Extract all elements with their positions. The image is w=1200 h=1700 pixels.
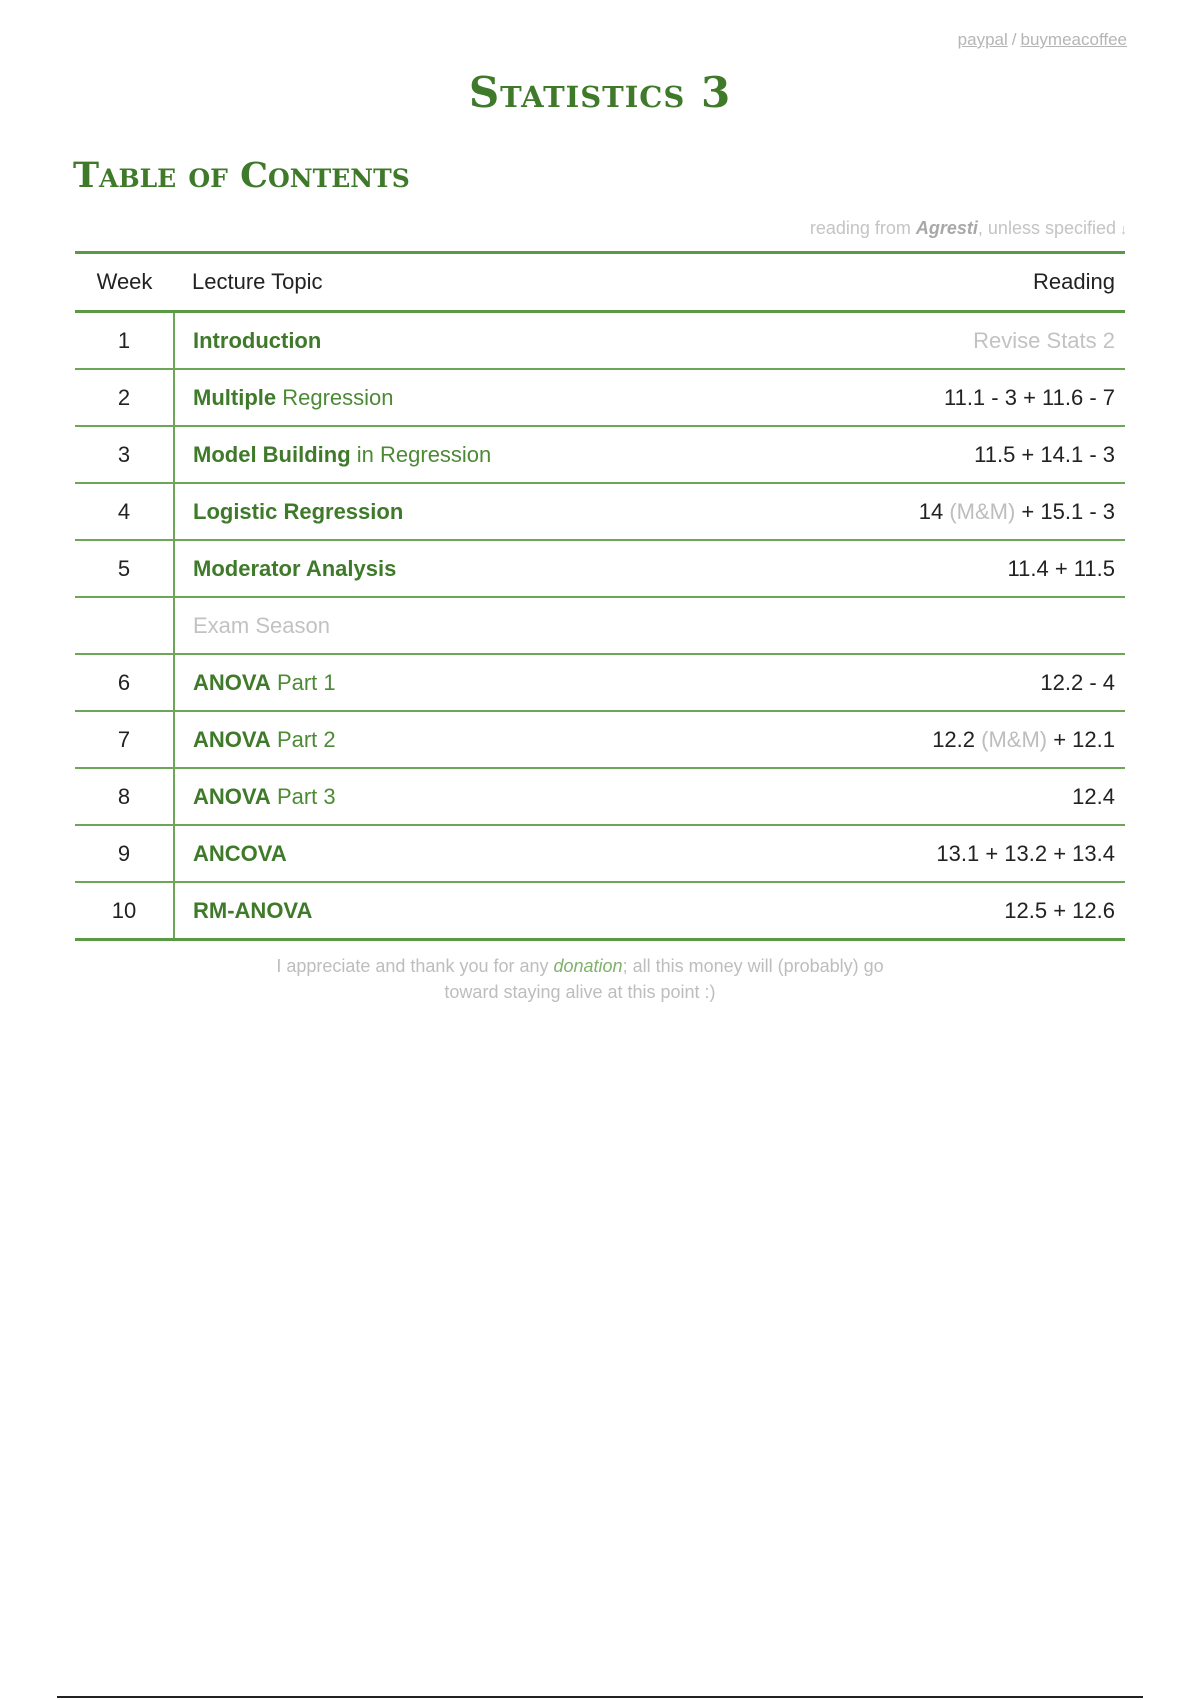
topic-bold: ANOVA	[193, 726, 271, 752]
week-cell: 6	[75, 654, 174, 711]
page-title: Statistics 3	[468, 68, 732, 117]
table-row	[75, 882, 1125, 940]
topic-bold: Model Building	[193, 441, 351, 467]
topic-bold: Logistic Regression	[193, 498, 404, 524]
topic-cell	[174, 483, 738, 540]
topic-bold: ANOVA	[193, 783, 271, 809]
topic-cell	[174, 768, 738, 825]
week-cell: 10	[75, 882, 174, 940]
table-row	[75, 711, 1125, 768]
topic-rest: in Regression	[350, 441, 492, 467]
topic-bold: ANOVA	[193, 669, 271, 695]
reading-part-b: + 15.1 - 3	[1015, 498, 1115, 524]
reading-cell: 12.4	[738, 768, 1125, 825]
topic-cell	[174, 711, 738, 768]
week-cell: 4	[75, 483, 174, 540]
link-separator: /	[1011, 30, 1017, 49]
table-row	[75, 768, 1125, 825]
table-row	[75, 312, 1125, 370]
topic-bold: RM-ANOVA	[193, 897, 313, 923]
week-cell: 7	[75, 711, 174, 768]
toc-heading: Table of Contents	[73, 155, 410, 196]
week-cell	[75, 597, 174, 654]
topic-bold: Moderator Analysis	[193, 555, 397, 581]
reading-cell	[738, 483, 1125, 540]
table-row	[75, 654, 1125, 711]
reading-cell: Revise Stats 2	[973, 327, 1115, 353]
topic-cell	[174, 825, 738, 882]
reading-cell	[738, 597, 1125, 654]
topic-bold: ANCOVA	[193, 840, 287, 866]
reading-note-suffix: , unless specified	[977, 218, 1116, 238]
topic-cell	[174, 369, 738, 426]
reading-cell: 13.1 + 13.2 + 13.4	[738, 825, 1125, 882]
topic-bold: Introduction	[193, 327, 322, 353]
reading-note-prefix: reading from	[809, 218, 916, 238]
topic-rest: Part 1	[270, 669, 336, 695]
reading-cell: 12.5 + 12.6	[738, 882, 1125, 940]
donation-note-line2: toward staying alive at this point :)	[444, 982, 716, 1002]
header-reading: Reading	[1033, 269, 1115, 294]
paypal-link[interactable]: paypal	[957, 30, 1008, 49]
reading-cell: 11.4 + 11.5	[738, 540, 1125, 597]
topic-cell	[174, 882, 738, 940]
reading-cell	[738, 711, 1125, 768]
week-cell: 9	[75, 825, 174, 882]
arrow-down-icon: ↓	[1120, 221, 1127, 237]
toc-table	[75, 251, 1125, 941]
table-row	[75, 426, 1125, 483]
reading-cell: 11.1 - 3 + 11.6 - 7	[738, 369, 1125, 426]
table-row	[75, 825, 1125, 882]
table-row	[75, 483, 1125, 540]
header-week: Week	[96, 269, 153, 294]
topic-cell	[174, 312, 738, 370]
donation-note	[0, 953, 1160, 1005]
topic-cell	[174, 426, 738, 483]
reading-note-book: Agresti	[915, 218, 978, 238]
reading-part-a: 14	[918, 498, 950, 524]
donation-word: donation	[553, 956, 623, 976]
donation-note-part1: I appreciate and thank you for any	[276, 956, 554, 976]
toc-body	[75, 312, 1125, 940]
buymeacoffee-link[interactable]: buymeacoffee	[1020, 30, 1127, 49]
week-cell: 1	[75, 312, 174, 370]
reading-mm-source: (M&M)	[981, 726, 1048, 752]
table-row	[75, 597, 1125, 654]
donation-links	[958, 30, 1127, 50]
topic-rest: Part 2	[270, 726, 336, 752]
topic-cell	[174, 597, 738, 654]
table-row	[75, 540, 1125, 597]
topic-rest: Part 3	[270, 783, 336, 809]
table-header-row	[75, 253, 1125, 312]
reading-cell: 11.5 + 14.1 - 3	[738, 426, 1125, 483]
topic-cell	[174, 540, 738, 597]
topic-cell	[174, 654, 738, 711]
week-cell: 3	[75, 426, 174, 483]
reading-part-b: + 12.1	[1047, 726, 1115, 752]
topic-rest: Regression	[276, 384, 394, 410]
reading-mm-source: (M&M)	[949, 498, 1016, 524]
donation-note-part2: ; all this money will (probably) go	[622, 956, 884, 976]
week-cell: 8	[75, 768, 174, 825]
reading-note	[810, 218, 1127, 239]
header-topic: Lecture Topic	[192, 269, 323, 294]
topic-bold: Multiple	[193, 384, 277, 410]
table-row	[75, 369, 1125, 426]
week-cell: 5	[75, 540, 174, 597]
topic-rest: Exam Season	[193, 612, 330, 638]
reading-part-a: 12.2	[932, 726, 982, 752]
page-bottom-rule	[57, 1696, 1143, 1698]
week-cell: 2	[75, 369, 174, 426]
reading-cell: 12.2 - 4	[738, 654, 1125, 711]
